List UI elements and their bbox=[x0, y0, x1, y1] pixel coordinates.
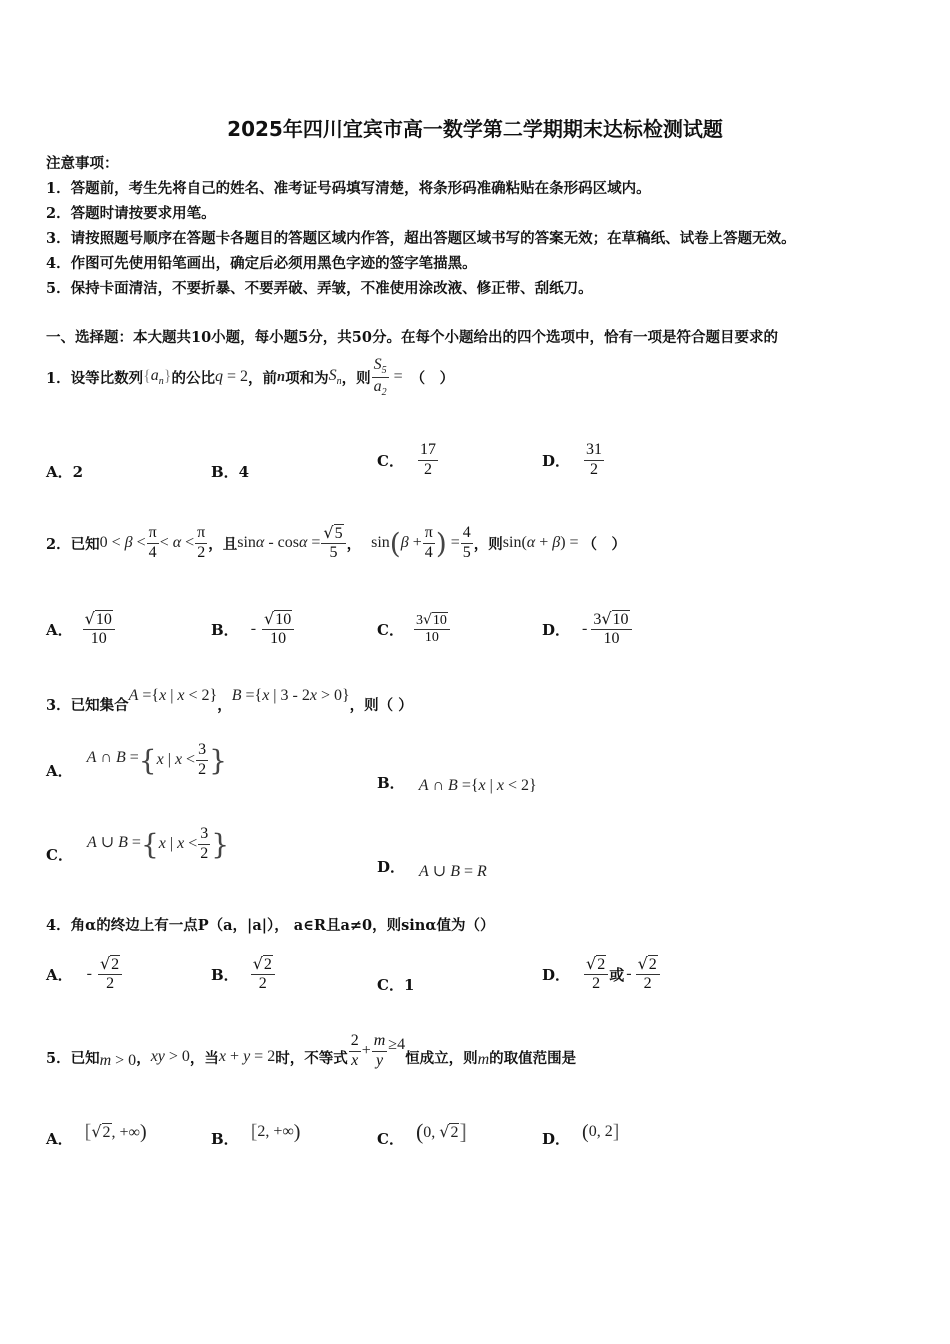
q1-paren: （ ） bbox=[410, 369, 455, 387]
q5-text: ，当 bbox=[189, 1049, 219, 1067]
q2-option-a[interactable]: A． $\frac{√10}{10}$ bbox=[46, 604, 116, 654]
question-3 bbox=[46, 684, 413, 724]
q4-option-d[interactable]: D． $\frac{√2}{2}$ 或 - $\frac{√2}{2}$ bbox=[542, 948, 661, 1000]
question-1: 1．设等比数列 { $a_n$ } 的公比 q = 2 ，前 n 项和为 $S_n$ ，则 $\frac{S_5}{a_2}$ = （ ） bbox=[46, 355, 455, 398]
q2-option-d[interactable]: D． - $\frac{3√10}{10}$ bbox=[542, 604, 633, 654]
q1-fraction: $\frac{S_5}{a_2}$ bbox=[373, 355, 387, 398]
q1-text: 的公比 bbox=[171, 369, 215, 387]
q5-option-d[interactable]: D． ( 0, 2 ] bbox=[542, 1120, 620, 1148]
q3-option-a[interactable]: A． A ∩ B = { x | x < $\frac{3}{2}$ } bbox=[46, 741, 227, 780]
page-title: 2025年四川宜宾市高一数学第二学期期末达标检测试题 bbox=[227, 117, 723, 141]
q1-n: n bbox=[277, 368, 286, 385]
q1-an: $a_n$ bbox=[150, 366, 164, 388]
q2-num: 2．已知 bbox=[46, 535, 100, 553]
q2-frac-pi2: $\frac{\pi}{2}$ bbox=[197, 524, 206, 561]
q1-c-frac: $\frac{17}{2}$ bbox=[419, 441, 436, 478]
q2-text: ，且 bbox=[208, 535, 238, 553]
q4-option-b[interactable]: B． $\frac{√2}{2}$ bbox=[211, 948, 276, 1000]
notice-item: 4．作图可先使用铅笔画出，确定后必须用黑色字迹的签字笔描黑。 bbox=[46, 255, 477, 272]
notice-item: 1．答题前，考生先将自己的姓名、准考证号码填写清楚，将条形码准确粘贴在条形码区域内。 bbox=[46, 180, 651, 197]
q3-num: 3．已知集合 bbox=[46, 696, 129, 714]
notice-item: 5．保持卡面清洁，不要折暴、不要弄破、弄皱，不准使用涂改液、修正带、刮纸刀。 bbox=[46, 280, 593, 297]
q1-text: ，前 bbox=[248, 369, 277, 387]
q5-option-b[interactable]: B． [ 2, +∞ ) bbox=[211, 1120, 301, 1148]
q1-text: 项和为 bbox=[285, 369, 329, 387]
q1-text: ，则 bbox=[341, 369, 371, 387]
q3-option-d[interactable]: D． A ∪ B = R bbox=[377, 858, 487, 880]
q2-paren: （ ） bbox=[582, 535, 627, 553]
q1-option-d[interactable]: D． $\frac{31}{2}$ bbox=[542, 441, 603, 478]
q5-option-c[interactable]: C． ( 0, √2 ] bbox=[377, 1119, 467, 1148]
notice-heading: 注意事项： bbox=[46, 155, 119, 172]
q5-option-a[interactable]: A． [ √2, +∞ ) bbox=[46, 1120, 147, 1148]
q3-option-b[interactable]: B． A ∩ B ={x | x < 2} bbox=[377, 774, 537, 794]
q1-ratio: q bbox=[214, 368, 223, 385]
q3-option-c[interactable]: C． A ∪ B = { x | x < $\frac{3}{2}$ } bbox=[46, 825, 230, 864]
q5-text: 恒成立，则 bbox=[405, 1049, 478, 1067]
section-heading: 一、选择题：本大题共10小题，每小题5分，共50分。在每个小题给出的四个选项中，恰有一项是符合题目要求的 bbox=[46, 329, 778, 346]
q1-num: 1．设等比数列 bbox=[46, 369, 144, 387]
q1-option-b[interactable]: B．4 bbox=[211, 463, 250, 481]
notice-item: 3．请按照题号顺序在答题卡各题目的答题区域内作答，超出答题区域书写的答案无效；在草稿纸、试卷上答题无效。 bbox=[46, 230, 796, 247]
q3-text: ，则（ ） bbox=[349, 696, 413, 714]
q1-option-c[interactable]: C． $\frac{17}{2}$ bbox=[377, 441, 436, 478]
q2-text: ， bbox=[346, 535, 362, 553]
question-4: 4．角α的终边上有一点P（a，|a|）， a∈R且a≠0，则sinα值为（） bbox=[46, 917, 495, 934]
q3-set-b: B ={x | 3 - 2x > 0} bbox=[231, 687, 350, 704]
q5-num: 5．已知 bbox=[46, 1049, 100, 1067]
q1-d-frac: $\frac{31}{2}$ bbox=[586, 441, 603, 478]
q1-sn: $S_n$ bbox=[328, 366, 342, 388]
q4-option-c[interactable]: C．1 bbox=[377, 976, 415, 994]
q1-seq: { bbox=[143, 368, 151, 385]
notice-item: 2．答题时请按要求用笔。 bbox=[46, 205, 216, 222]
q2-text: ，则 bbox=[473, 535, 503, 553]
q4-option-a[interactable]: A． - $\frac{√2}{2}$ bbox=[46, 948, 123, 1000]
q2-option-b[interactable]: B． - $\frac{√10}{10}$ bbox=[211, 604, 295, 654]
q5-text: 的取值范围是 bbox=[489, 1049, 577, 1067]
question-5: 5．已知 m > 0 ， xy > 0 ，当 x + y = 2 时，不等式 $\frac{2}{x}$ + $\frac{m}{y}$ ≥4 恒成立，则 m 的取值范围是 bbox=[46, 1032, 577, 1069]
q5-text: 时，不等式 bbox=[275, 1049, 348, 1067]
q2-frac-pi4: $\frac{\pi}{4}$ bbox=[148, 524, 157, 561]
q1-option-a[interactable]: A．2 bbox=[46, 463, 84, 481]
q3-set-a: A ={x | x < 2} bbox=[128, 687, 218, 704]
q4-or: 或 bbox=[609, 965, 625, 984]
q5-text: ， bbox=[136, 1049, 151, 1067]
q3-text: ， bbox=[217, 696, 232, 714]
q2-option-c[interactable]: C． $\frac{3√10}{10}$ bbox=[377, 604, 451, 654]
q2-frac-sqrt5: $\frac{√5}{5}$ bbox=[321, 524, 345, 563]
question-2: 2．已知 0 < β < $\frac{\pi}{4}$ < α < $\frac{\pi}{2}$ ，且 sin α - cos α = $\frac{√5}{5}$ ， sin ( β + $\frac{\pi}{4}$ ) = $\frac{4}{5}$ ，则 sin( α + β ) = （ ） bbox=[46, 522, 627, 561]
